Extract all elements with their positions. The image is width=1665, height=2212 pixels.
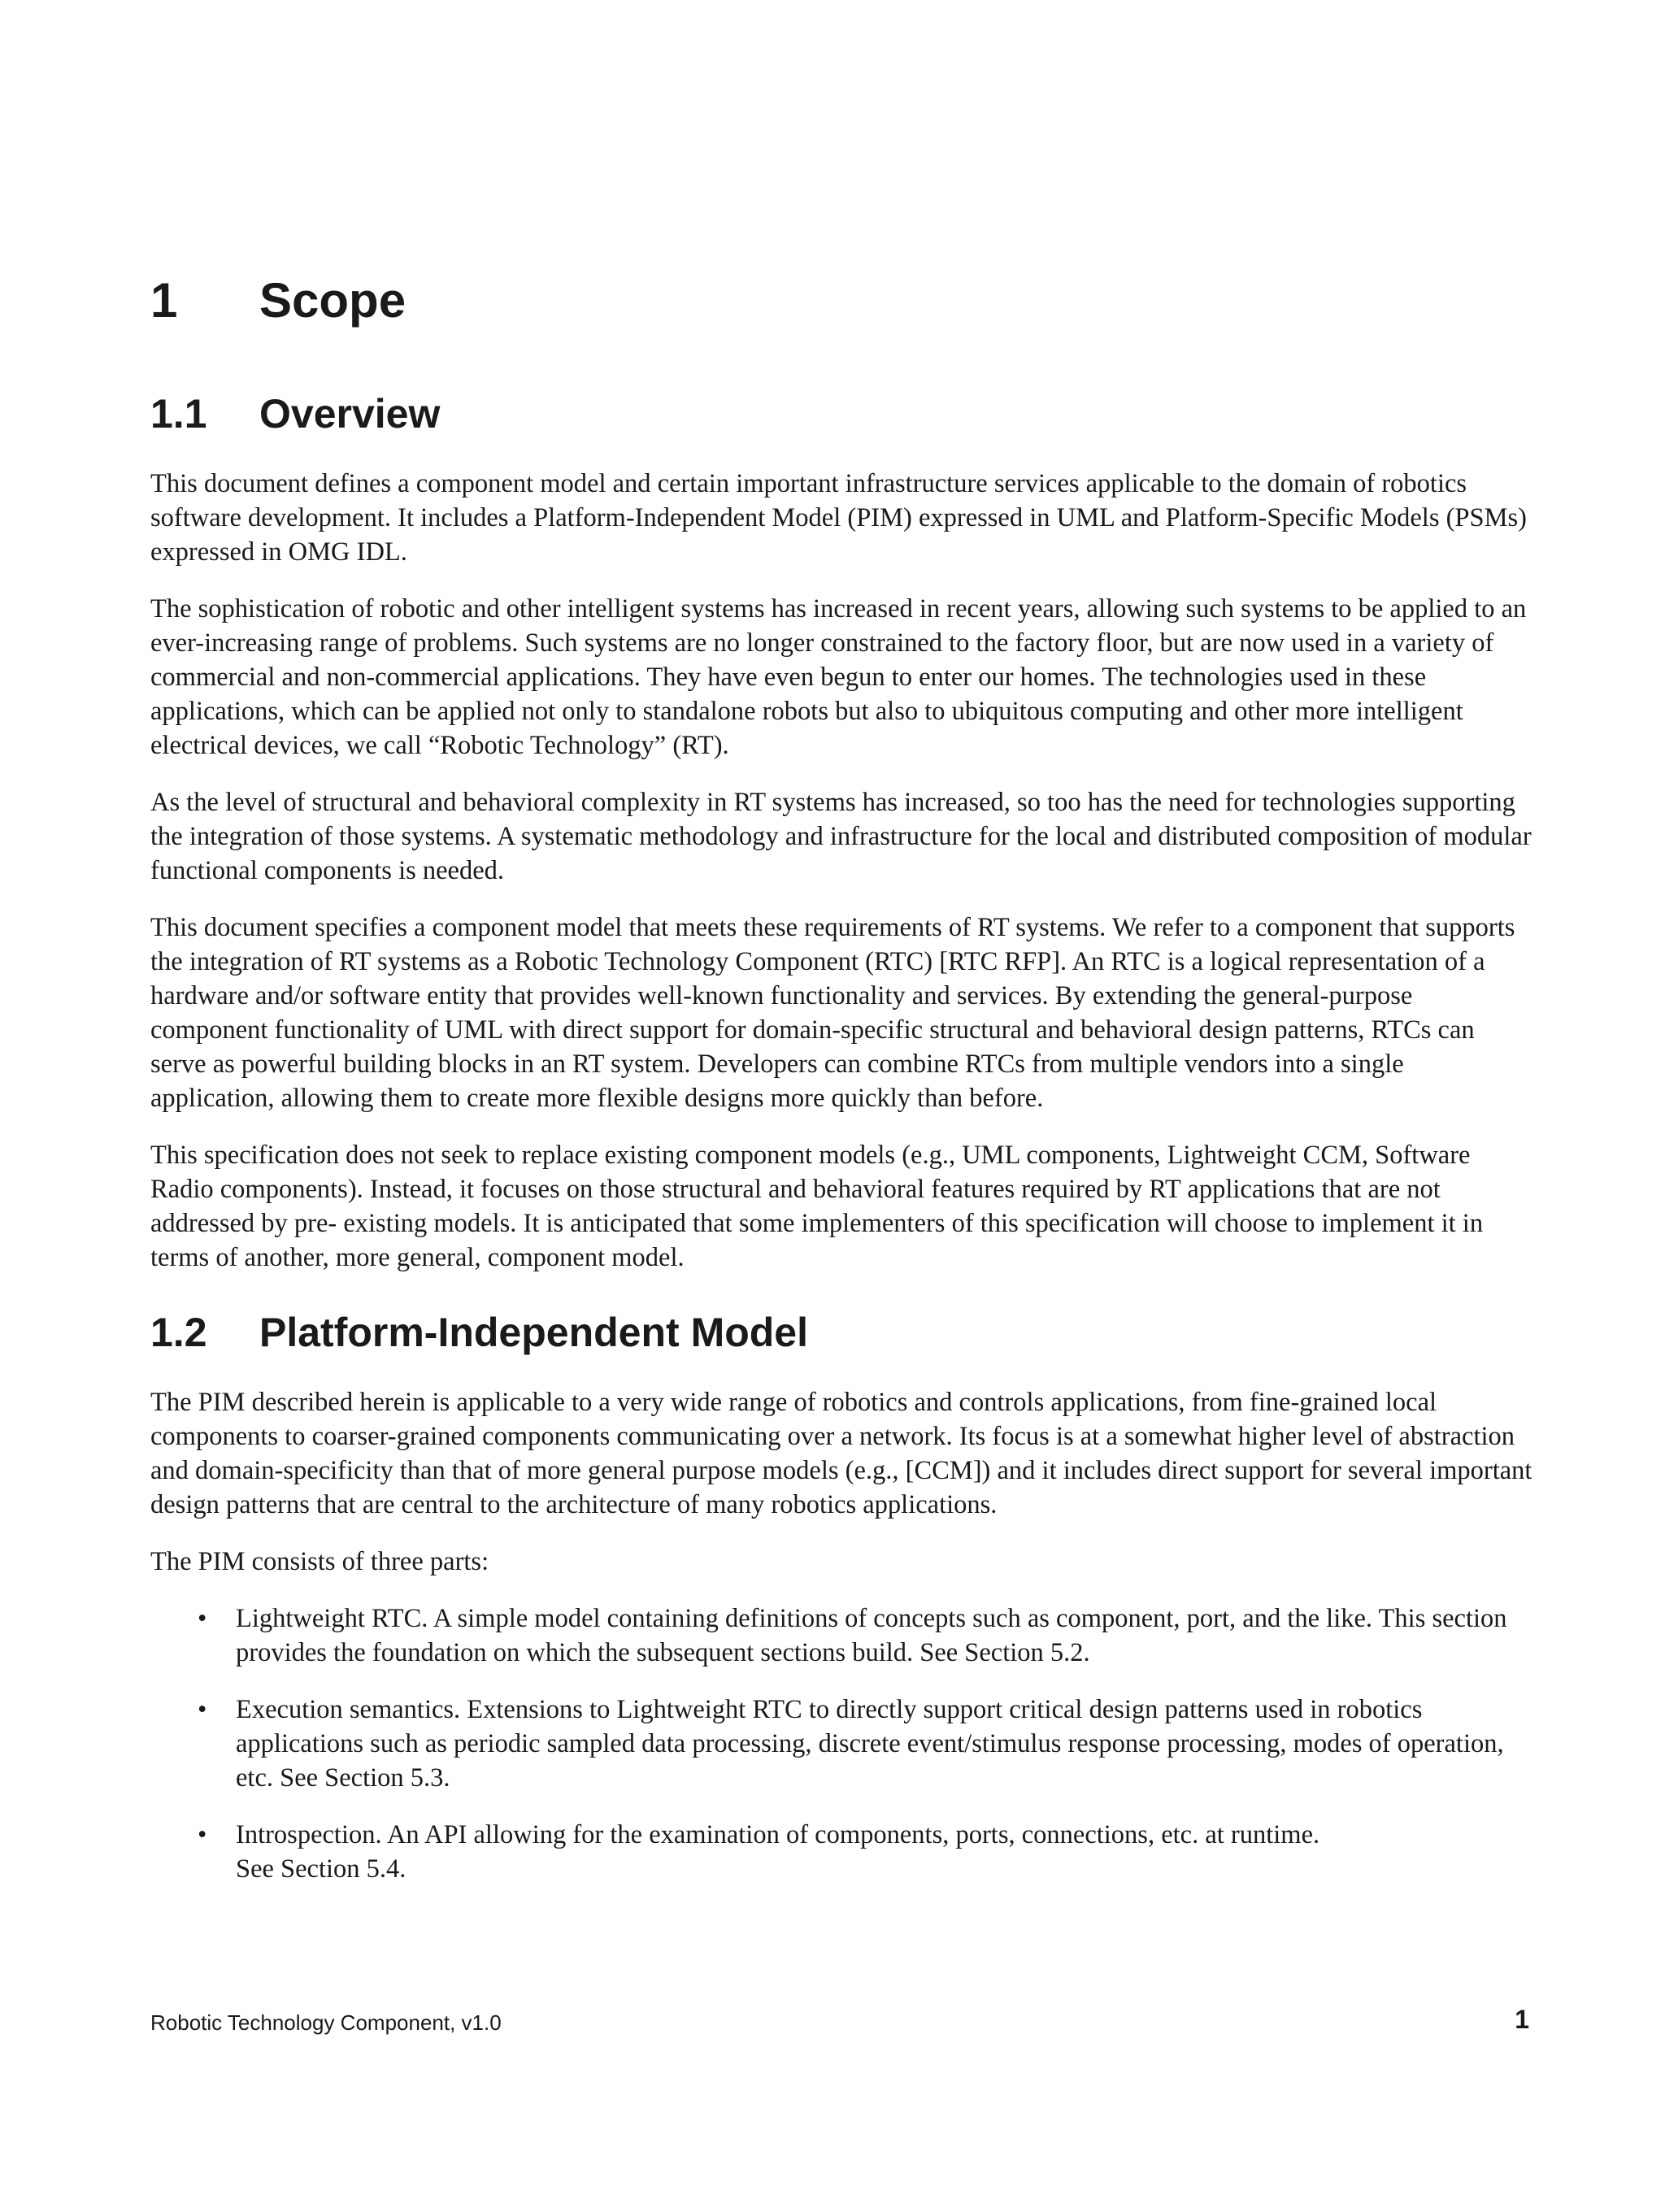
paragraph: This specification does not seek to replace existing component models (e.g., UML components, Lightweight CCM, Software Radio components). Instead, it focuses on those structural and behavioral features required by RT applications that are not addressed by pre- existing models. It is anticipated that some implementers of this specification will choose to implement it in terms of another, more general, component model. <box>150 1141 1484 1272</box>
paragraph: The sophistication of robotic and other intelligent systems has increased in recent years, allowing such systems to be applied to an ever-increasing range of problems. Such systems are no longer constrained to the factory floor, but are now used in a variety of commercial and non-commercial applications. They have even begun to enter our homes. The technologies used in these applications, which can be applied not only to standalone robots but also to ubiquitous computing and other more intelligent electrical devices, we call “Robotic Technology” (RT). <box>150 594 1527 760</box>
section-title: Overview <box>259 391 441 437</box>
chapter-heading <box>150 273 1532 328</box>
list-item-text: Execution semantics. Extensions to Lightweight RTC to directly support critical design patterns used in robotics applications such as periodic sampled data processing, discrete event/stimulus response processing, modes of operation, etc. See Section 5.3. <box>236 1695 1504 1793</box>
paragraph: This document defines a component model and certain important infrastructure services applicable to the domain of robotics software development. It includes a Platform-Independent Model (PIM) expressed in UML and Platform-Specific Models (PSMs) expressed in OMG IDL. <box>150 469 1527 567</box>
chapter-title: Scope <box>259 273 406 328</box>
section-number: 1.1 <box>150 391 207 437</box>
page-body <box>150 273 1532 1909</box>
bullet-icon: • <box>198 1604 207 1633</box>
footer-document-title: Robotic Technology Component, v1.0 <box>150 2010 502 2035</box>
section-heading-overview <box>150 391 1532 437</box>
list-item <box>150 1601 1532 1670</box>
paragraph: The PIM described herein is applicable to a very wide range of robotics and controls applications, from fine-grained local components to coarser-grained components communicating over a network. Its focus is at a somewhat higher level of abstraction and domain-specificity than that of more general purpose models (e.g., [CCM]) and it includes direct support for several important design patterns that are central to the architecture of many robotics applications. <box>150 1388 1532 1519</box>
list-item <box>150 1818 1532 1886</box>
section-number: 1.2 <box>150 1310 207 1355</box>
section-heading-pim <box>150 1312 1532 1353</box>
section-title: Platform-Independent Model <box>259 1310 808 1355</box>
pim-parts-list <box>150 1601 1532 1886</box>
list-item-text: Lightweight RTC. A simple model containing definitions of concepts such as component, port, and the like. This section provides the foundation on which the subsequent sections build. See Section 5.2. <box>236 1604 1507 1667</box>
paragraph: This document specifies a component model that meets these requirements of RT systems. We refer to a component that supports the integration of RT systems as a Robotic Technology Component (RTC) [RTC RFP]. An RTC is a logical representation of a hardware and/or software entity that provides well-known functionality and services. By extending the general-purpose component functionality of UML with direct support for domain-specific structural and behavioral design patterns, RTCs can serve as powerful building blocks in an RT system. Developers can combine RTCs from multiple vendors into a single application, allowing them to create more flexible designs more quickly than before. <box>150 913 1515 1113</box>
list-item-text: Introspection. An API allowing for the examination of components, ports, connections, etc. at runtime. <box>236 1820 1320 1849</box>
footer-page-number: 1 <box>1515 2005 1529 2034</box>
chapter-number: 1 <box>150 273 178 328</box>
paragraph: The PIM consists of three parts: <box>150 1547 489 1576</box>
paragraph: As the level of structural and behavioral complexity in RT systems has increased, so too has the need for technologies supporting the integration of those systems. A systematic methodology and infrastructure for the local and distributed composition of modular functional components is needed. <box>150 788 1532 885</box>
list-item-text-continuation: See Section 5.4. <box>236 1854 406 1884</box>
bullet-icon: • <box>198 1820 207 1849</box>
bullet-icon: • <box>198 1695 207 1724</box>
list-item <box>150 1693 1532 1795</box>
